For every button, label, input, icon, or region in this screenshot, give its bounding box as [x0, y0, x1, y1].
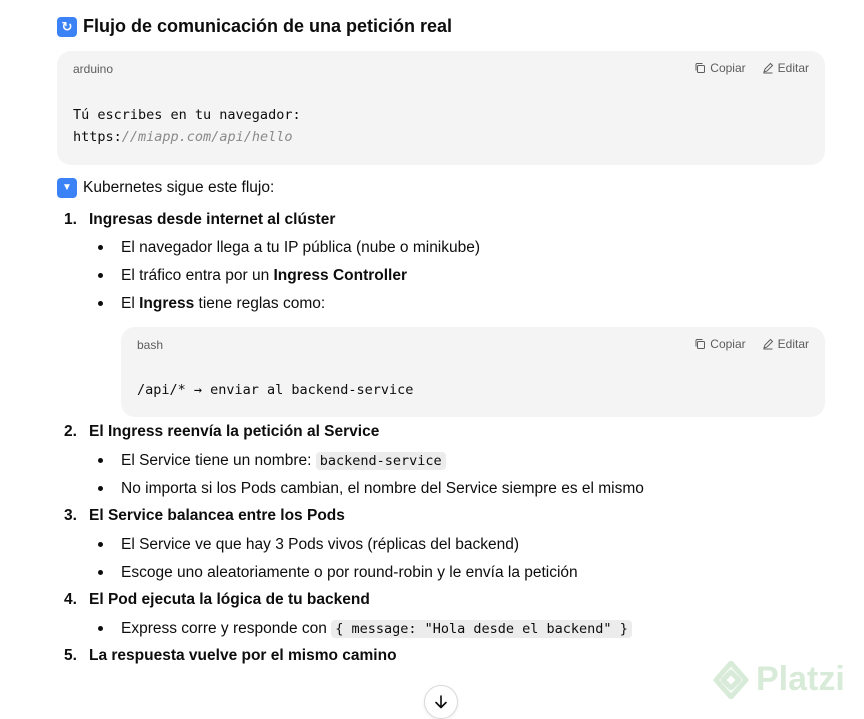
edit-label: Editar — [777, 337, 809, 351]
step-number: 4. — [64, 591, 77, 608]
bullet-dot — [98, 301, 103, 306]
copy-label: Copiar — [710, 61, 746, 75]
bullet-dot — [98, 486, 103, 491]
scroll-to-bottom-button[interactable] — [424, 685, 458, 719]
code-language-label: bash — [137, 338, 164, 352]
url-scheme: https: — [73, 129, 122, 145]
bullet-dot — [98, 542, 103, 547]
code-line: /api/* → enviar al backend-service — [137, 382, 414, 398]
edit-code-button[interactable] — [762, 61, 809, 75]
code-line: Tú escribes en tu navegador: — [73, 107, 301, 123]
step-title: El Ingress reenvía la petición al Service — [89, 423, 380, 440]
url-path: //miapp.com/api/hello — [121, 129, 293, 145]
code-block-arduino — [57, 51, 825, 165]
bullet-dot — [98, 245, 103, 250]
inline-code: backend-service — [316, 452, 446, 470]
list-item-bold: Ingress Controller — [273, 267, 407, 284]
step-title: La respuesta vuelve por el mismo camino — [89, 647, 397, 664]
edit-label: Editar — [777, 61, 809, 75]
bullet-dot — [98, 273, 103, 278]
list-item — [121, 265, 407, 287]
list-item: Escoge uno aleatoriamente o por round-robin y le envía la petición — [121, 564, 578, 581]
step-title: Ingresas desde internet al clúster — [89, 211, 336, 228]
section-heading — [57, 16, 452, 37]
step-number: 1. — [64, 211, 77, 228]
intro-text: Kubernetes sigue este flujo: — [83, 179, 275, 196]
code-language-label: arduino — [73, 62, 114, 76]
list-item — [121, 293, 325, 315]
edit-icon — [762, 338, 774, 350]
step-number: 2. — [64, 423, 77, 440]
list-item — [121, 618, 632, 640]
list-item: El navegador llega a tu IP pública (nube o minikube) — [121, 239, 481, 256]
edit-icon — [762, 62, 774, 74]
arrow-down-icon — [433, 694, 449, 710]
copy-code-button[interactable] — [694, 337, 745, 351]
step-number: 3. — [64, 507, 77, 524]
platzi-watermark — [712, 660, 845, 699]
code-line — [73, 126, 301, 148]
copy-icon — [694, 62, 706, 74]
step-number: 5. — [64, 647, 77, 664]
list-item: El Service ve que hay 3 Pods vivos (réplicas del backend) — [121, 536, 520, 553]
platzi-logo-icon — [712, 661, 750, 699]
edit-code-button[interactable] — [762, 337, 809, 351]
code-content — [73, 104, 301, 148]
bullet-dot — [98, 458, 103, 463]
copy-label: Copiar — [710, 337, 746, 351]
code-content — [137, 379, 413, 401]
copy-code-button[interactable] — [694, 61, 745, 75]
copy-icon — [694, 338, 706, 350]
intro-line — [57, 178, 274, 198]
step-title: El Pod ejecuta la lógica de tu backend — [89, 591, 370, 608]
repeat-icon: ↻ — [57, 17, 77, 37]
list-item-text: tiene reglas como: — [194, 295, 326, 312]
code-block-bash — [121, 327, 825, 417]
bullet-dot — [98, 626, 103, 631]
section-title: Flujo de comunicación de una petición real — [83, 16, 453, 36]
list-item-text: El — [121, 295, 140, 312]
list-item — [121, 450, 446, 472]
list-item-text: El tráfico entra por un — [121, 267, 274, 284]
bullet-dot — [98, 570, 103, 575]
list-item-text: El Service tiene un nombre: — [121, 452, 316, 469]
list-item-bold: Ingress — [139, 295, 195, 312]
list-item-text: Express corre y responde con — [121, 620, 332, 637]
inline-code: { message: "Hola desde el backend" } — [331, 620, 632, 638]
down-arrow-icon: ▼ — [57, 178, 77, 198]
step-title: El Service balancea entre los Pods — [89, 507, 345, 524]
list-item: No importa si los Pods cambian, el nombre del Service siempre es el mismo — [121, 480, 644, 497]
watermark-text: Platzi — [756, 660, 845, 698]
